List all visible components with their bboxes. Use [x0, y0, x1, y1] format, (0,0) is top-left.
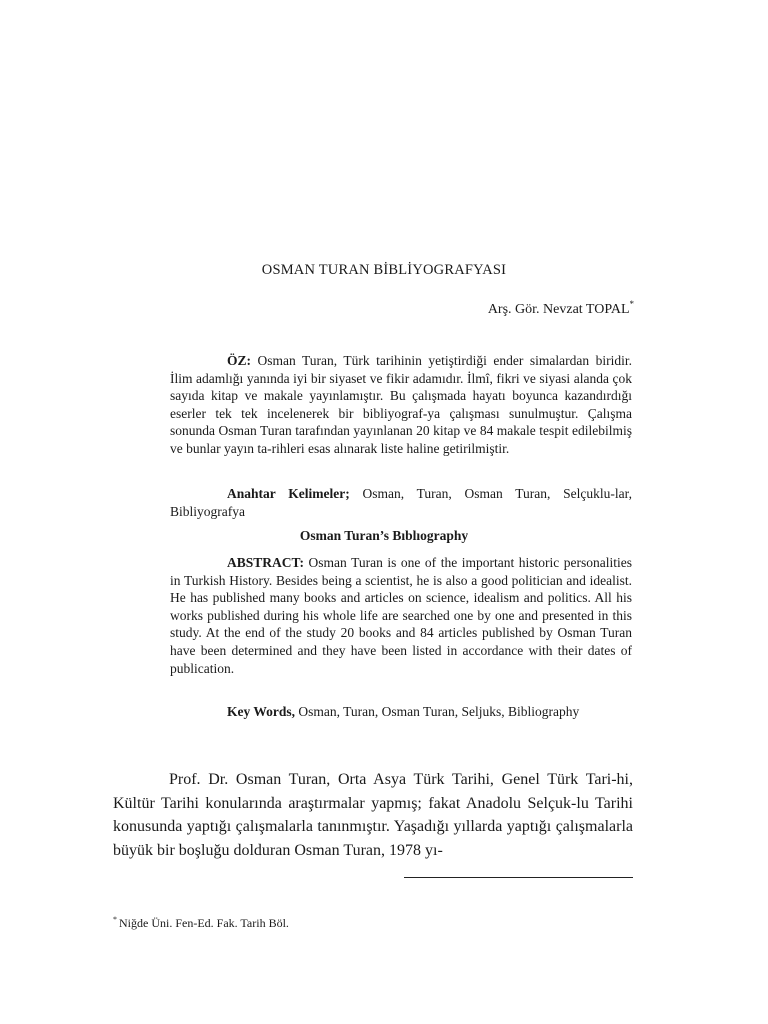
footnote: [113, 916, 289, 931]
footnote-text: Niğde Üni. Fen-Ed. Fak. Tarih Böl.: [119, 916, 289, 930]
author-line: [487, 299, 634, 318]
keywords-tr-text: Osman, Turan, Osman Turan, Selçuklu-lar, Bibliyografya: [170, 486, 632, 519]
oz-text: Osman Turan, Türk tarihinin yetiştirdiği ender simalardan biridir. İlim adamlığı yanında iyi bir siyaset ve fikir adamıdır. İlmî, fikri ve siyasi alanda çok sayıda kitap ve makale yayınlamıştır. Bu çalışmada hayatı boyunca kazandırdığı eserler tek tek incelenerek bir bibliyograf-ya çalışması sunulmuştur. Çalışma sonunda Osman Turan tarafından yayınlanan 20 kitap ve 84 makale tespit edilebilmiş ve bunlar yayın ta-rihleri esas alınarak liste haline getirilmiştir.: [170, 353, 632, 456]
abstract-label: ABSTRACT:: [227, 555, 305, 570]
body-paragraph: Prof. Dr. Osman Turan, Orta Asya Türk Tarihi, Genel Türk Tari-hi, Kültür Tarihi konularında araştırmalar yapmış; fakat Anadolu Selçuk-lu Tarihi konusunda yaptığı çalışmalarla tanınmıştır. Yaşadığı yıllarda yaptığı çalışmalarla büyük bir boşluğu dolduran Osman Turan, 1978 yı-: [113, 771, 633, 859]
keywords-en-text: Osman, Turan, Osman Turan, Seljuks, Bibliography: [295, 704, 580, 719]
abstract-text: Osman Turan is one of the important historic personalities in Turkish History. Besides being a scientist, he is also a good politician and idealist. He has published many books and articles on science, idealism and politics. All his works published during his whole life are searched one by one and presented in this study. At the end of the study 20 books and 84 articles published by Osman Turan have been determined and they have been listed in accordance with their dates of publication.: [170, 555, 632, 676]
turkish-abstract: [170, 352, 632, 458]
turkish-keywords: [170, 485, 632, 520]
author-name: Arş. Gör. Nevzat TOPAL: [487, 302, 630, 317]
footnote-divider: [404, 877, 633, 878]
author-footnote-marker: *: [629, 299, 634, 309]
oz-label: ÖZ:: [227, 353, 252, 368]
english-keywords: [170, 703, 632, 721]
paper-title: OSMAN TURAN BİBLİYOGRAFYASI: [261, 262, 507, 278]
footnote-marker: *: [113, 915, 117, 924]
keywords-tr-label: Anahtar Kelimeler;: [227, 486, 350, 501]
english-abstract: [170, 554, 632, 677]
english-title: Osman Turan’s Bıblıography: [299, 528, 469, 543]
keywords-en-label: Key Words,: [227, 704, 296, 719]
